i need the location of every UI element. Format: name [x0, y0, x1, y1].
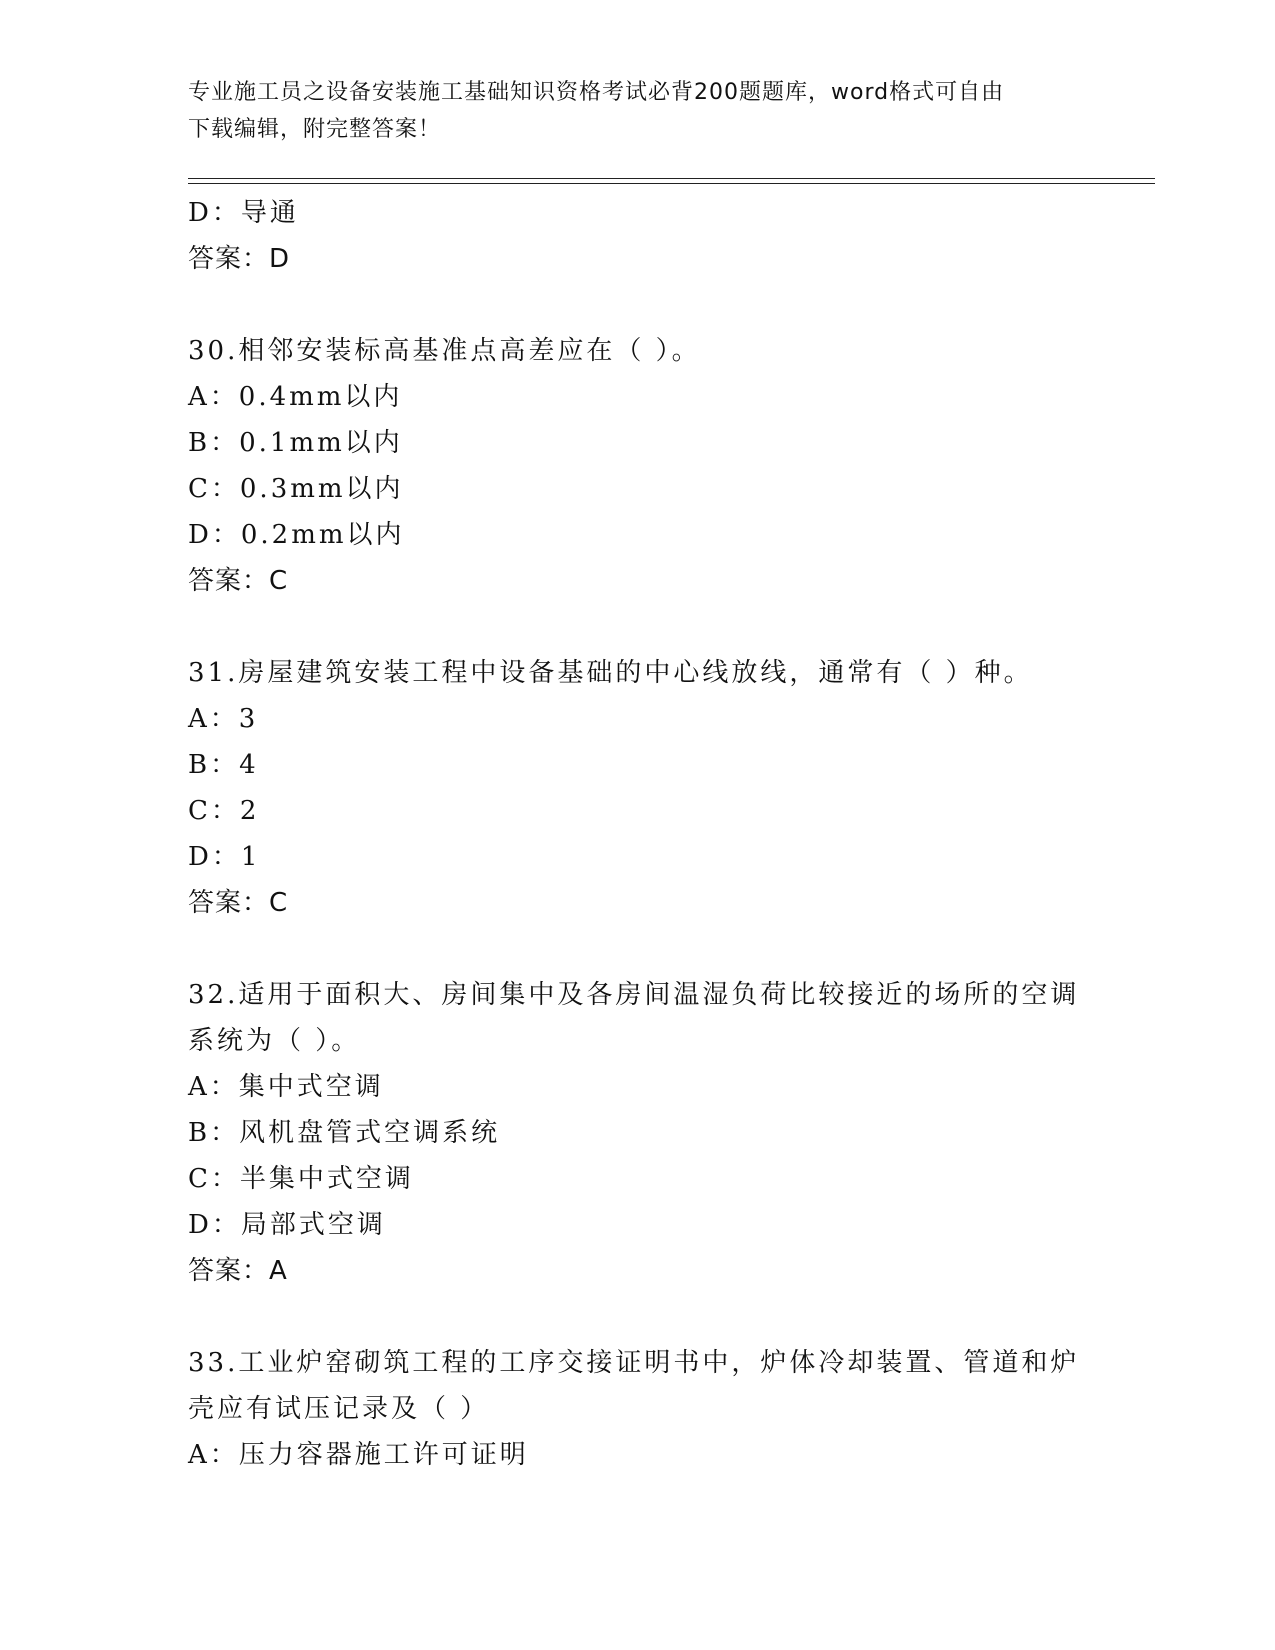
option-b: B：0.1mm以内 — [188, 428, 403, 458]
question-text: 32.适用于面积大、房间集中及各房间温湿负荷比较接近的场所的空调 — [188, 980, 1080, 1010]
option-d: D：0.2mm以内 — [188, 520, 405, 550]
option-b: B：风机盘管式空调系统 — [188, 1118, 501, 1148]
spacer — [188, 1294, 1088, 1340]
spacer — [188, 282, 1088, 328]
question-text: 30.相邻安装标高基准点高差应在（ ）。 — [188, 336, 701, 366]
document-header — [188, 74, 1088, 148]
question-30 — [188, 328, 1088, 604]
question-list — [188, 190, 1088, 1478]
header-title-line-2: 下载编辑，附完整答案！ — [188, 117, 442, 142]
question-33 — [188, 1340, 1088, 1478]
option-line: D：导通 — [188, 198, 299, 228]
answer-line: 答案：C — [188, 888, 289, 918]
question-32 — [188, 972, 1088, 1294]
option-b: B：4 — [188, 750, 259, 780]
header-divider-bottom — [188, 183, 1155, 184]
header-divider-top — [188, 178, 1155, 179]
header-title-line-1: 专业施工员之设备安装施工基础知识资格考试必背200题题库，word格式可自由 — [188, 80, 1005, 105]
option-c: C：半集中式空调 — [188, 1164, 414, 1194]
option-a: A：压力容器施工许可证明 — [188, 1440, 529, 1470]
question-31 — [188, 650, 1088, 926]
spacer — [188, 926, 1088, 972]
question-text-continued: 壳应有试压记录及（ ） — [188, 1394, 490, 1424]
question-text-continued: 系统为（ ）。 — [188, 1026, 361, 1056]
answer-line: 答案：D — [188, 244, 291, 274]
option-d: D：局部式空调 — [188, 1210, 386, 1240]
question-text: 33.工业炉窑砌筑工程的工序交接证明书中，炉体冷却装置、管道和炉 — [188, 1348, 1080, 1378]
spacer — [188, 604, 1088, 650]
question-text: 31.房屋建筑安装工程中设备基础的中心线放线，通常有（ ）种。 — [188, 658, 1033, 688]
option-a: A：3 — [188, 704, 259, 734]
option-a: A：集中式空调 — [188, 1072, 384, 1102]
option-c: C：2 — [188, 796, 260, 826]
option-a: A：0.4mm以内 — [188, 382, 403, 412]
answer-line: 答案：A — [188, 1256, 288, 1286]
answer-line: 答案：C — [188, 566, 289, 596]
option-c: C：0.3mm以内 — [188, 474, 404, 504]
option-d: D：1 — [188, 842, 261, 872]
